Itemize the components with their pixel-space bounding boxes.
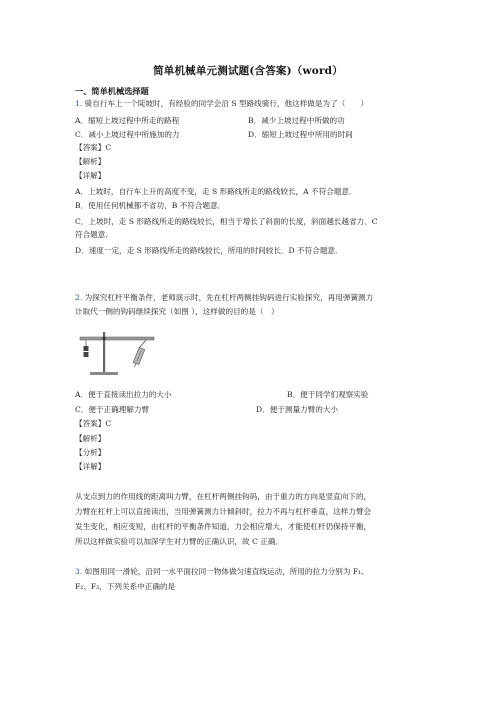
question-2-stem bbox=[75, 292, 373, 303]
lever-spring-scale-figure bbox=[76, 328, 162, 376]
q2-answer: 【答案】C bbox=[75, 419, 112, 428]
q1-answer: 【答案】C bbox=[75, 143, 112, 152]
q1-option-b: B．减少上坡过程中所做的功 bbox=[248, 116, 345, 125]
q1-option-a: A．缩短上坡过程中所走的路程 bbox=[75, 116, 180, 125]
q1-explanation-c-cont: 符合题意． bbox=[75, 230, 113, 239]
weight-block-1 bbox=[84, 346, 89, 351]
q1-explanation-a: A．上坡时，自行车上升的高度不变，走 S 形路线所走的路线较长，A 不符合题意． bbox=[75, 187, 357, 196]
question-3-text-cont: F₂、F₃，下列关系中正确的是 bbox=[75, 582, 176, 591]
q1-explanation-c: C．上坡时，走 S 形路线所走的路线较长，相当于增长了斜面的长度，斜面越长越省力．C bbox=[75, 217, 378, 226]
q1-analysis-label: 【解析】 bbox=[75, 157, 106, 166]
scale-hook-string bbox=[139, 340, 146, 348]
section-heading: 一、简单机械选择题 bbox=[75, 86, 149, 96]
q2-fenxi-label: 【分析】 bbox=[75, 448, 106, 457]
q2-option-a: A．便于直接读出拉力的大小 bbox=[75, 390, 172, 399]
q2-explanation-3: 发生变化，相应变短，由杠杆的平衡条件知道，力会相应增大，才能使杠杆仍保持平衡， bbox=[75, 522, 372, 531]
question-3-text: 如图用同一滑轮，沿同一水平面拉同一物体做匀速直线运动，所用的拉力分别为 F₁、 bbox=[84, 567, 369, 576]
lever-stand-base bbox=[90, 372, 118, 375]
q2-option-c: C．便于正确理解力臂 bbox=[75, 405, 150, 414]
question-3-number: 3. bbox=[75, 567, 83, 576]
question-1-text: 骑自行车上一个陡坡时，有经验的同学会沿 S 型路线骑行，他这样做是为了（ ） bbox=[84, 99, 369, 108]
q1-option-c: C．减小上坡过程中所施加的力 bbox=[75, 130, 180, 139]
q2-detail-label: 【详解】 bbox=[75, 462, 106, 471]
q2-option-d: D．便于测量力臂的大小 bbox=[256, 405, 339, 414]
weight-block-2 bbox=[84, 352, 89, 357]
q1-explanation-d: D．速度一定，走 S 形路线所走的路线较长，所用的时间较长．D 不符合题意． bbox=[75, 246, 343, 255]
q1-explanation-b: B．使用任何机械都不省功，B 不符合题意． bbox=[75, 201, 226, 210]
question-3-stem bbox=[75, 566, 369, 577]
q1-option-d: D．缩短上坡过程中所用的时间 bbox=[248, 130, 353, 139]
q2-explanation-4: 所以这样做实验可以加深学生对力臂的正确认识，故 C 正确． bbox=[75, 537, 284, 546]
question-2-number: 2. bbox=[75, 293, 83, 302]
q2-explanation-2: 力臂在杠杆上可以直接读出，当用弹簧测力计倾斜时，拉力不再与杠杆垂直，这样力臂会 bbox=[75, 507, 372, 516]
spring-scale bbox=[132, 347, 145, 368]
q2-option-b: B．便于同学们观察实验 bbox=[287, 390, 369, 399]
question-2-text-cont: 计取代一侧的钩码继续探究（如图 ），这样做的目的是（ ） bbox=[75, 307, 279, 316]
question-2-text: 为探究杠杆平衡条件，老师演示时，先在杠杆两侧挂钩码进行实验探究，再用弹簧测力 bbox=[84, 293, 374, 302]
lever-pivot bbox=[102, 337, 105, 340]
q2-analysis-label: 【解析】 bbox=[75, 434, 106, 443]
q2-explanation-1: 从支点到力的作用线的距离叫力臂，在杠杆两侧挂钩码，由于重力的方向是竖直向下的， bbox=[75, 492, 372, 501]
document-title: 简单机械单元测试题(含答案)（word） bbox=[153, 65, 343, 77]
question-1-stem bbox=[75, 98, 368, 109]
lever-bar bbox=[80, 337, 154, 340]
question-1-number: 1. bbox=[75, 99, 83, 108]
q1-detail-label: 【详解】 bbox=[75, 171, 106, 180]
